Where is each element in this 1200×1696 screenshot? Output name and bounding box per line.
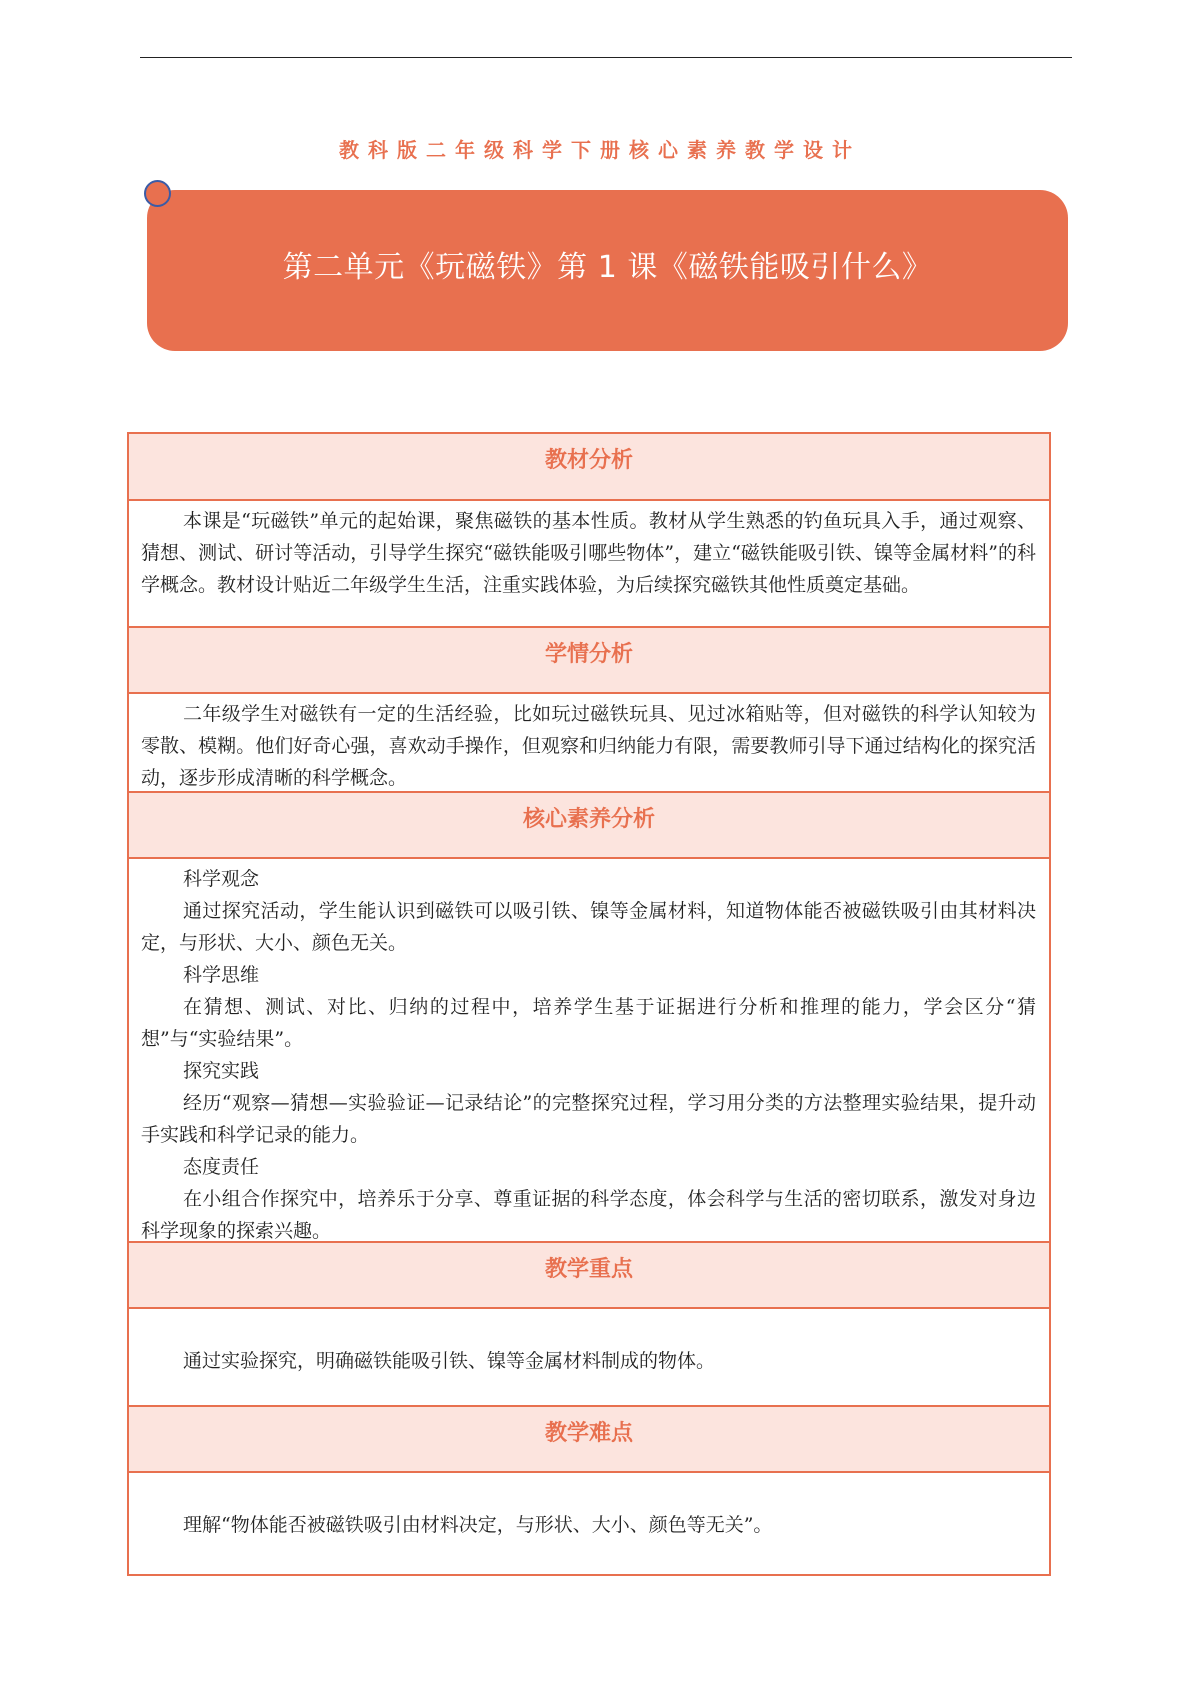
core-literacy-body — [129, 859, 1049, 1243]
textbook-analysis-heading: 教材分析 — [129, 434, 1049, 501]
teaching-key-point-heading: 教学重点 — [129, 1243, 1049, 1309]
teaching-key-point-text: 通过实验探究，明确磁铁能吸引铁、镍等金属材料制成的物体。 — [183, 1350, 716, 1372]
lesson-title: 第二单元《玩磁铁》第 1 课《磁铁能吸引什么》 — [282, 249, 933, 285]
student-analysis-text: 二年级学生对磁铁有一定的生活经验，比如玩过磁铁玩具、见过冰箱贴等，但对磁铁的科学认知较为零散、模糊。他们好奇心强，喜欢动手操作，但观察和归纳能力有限，需要教师引导下通过结构化的探究活动，逐步形成清晰的科学概念。 — [141, 703, 1036, 789]
core-item-text: 经历“观察—猜想—实验验证—记录结论”的完整探究过程，学习用分类的方法整理实验结果，提升动手实践和科学记录的能力。 — [141, 1092, 1036, 1146]
series-title: 教科版二年级科学下册核心素养教学设计 — [339, 138, 861, 162]
core-literacy-heading: 核心素养分析 — [129, 793, 1049, 859]
core-item-label: 态度责任 — [183, 1156, 260, 1178]
teaching-difficulty-text: 理解“物体能否被磁铁吸引由材料决定，与形状、大小、颜色等无关”。 — [183, 1514, 773, 1536]
title-banner — [147, 190, 1068, 351]
textbook-analysis-text: 本课是“玩磁铁”单元的起始课，聚焦磁铁的基本性质。教材从学生熟悉的钓鱼玩具入手，通过观察、猜想、测试、研讨等活动，引导学生探究“磁铁能吸引哪些物体”，建立“磁铁能吸引铁、镍等金属材料”的科学概念。教材设计贴近二年级学生生活，注重实践体验，为后续探究磁铁其他性质奠定基础。 — [141, 510, 1036, 596]
core-item-text: 在小组合作探究中，培养乐于分享、尊重证据的科学态度，体会科学与生活的密切联系，激发对身边科学现象的探索兴趣。 — [141, 1188, 1036, 1242]
banner-dot-icon — [144, 180, 171, 207]
teaching-difficulty-heading: 教学难点 — [129, 1407, 1049, 1473]
core-item-label: 探究实践 — [183, 1060, 260, 1082]
top-rule — [140, 57, 1072, 58]
teaching-difficulty-body — [129, 1473, 1049, 1574]
student-analysis-body — [129, 694, 1049, 793]
textbook-analysis-body — [129, 501, 1049, 628]
teaching-key-point-body — [129, 1309, 1049, 1407]
core-item-label: 科学思维 — [183, 964, 260, 986]
student-analysis-heading: 学情分析 — [129, 628, 1049, 694]
lesson-analysis-table — [127, 432, 1051, 1576]
core-item-text: 在猜想、测试、对比、归纳的过程中，培养学生基于证据进行分析和推理的能力，学会区分“猜想”与“实验结果”。 — [141, 996, 1036, 1050]
core-item-text: 通过探究活动，学生能认识到磁铁可以吸引铁、镍等金属材料，知道物体能否被磁铁吸引由其材料决定，与形状、大小、颜色无关。 — [141, 900, 1036, 954]
core-item-label: 科学观念 — [183, 868, 260, 890]
